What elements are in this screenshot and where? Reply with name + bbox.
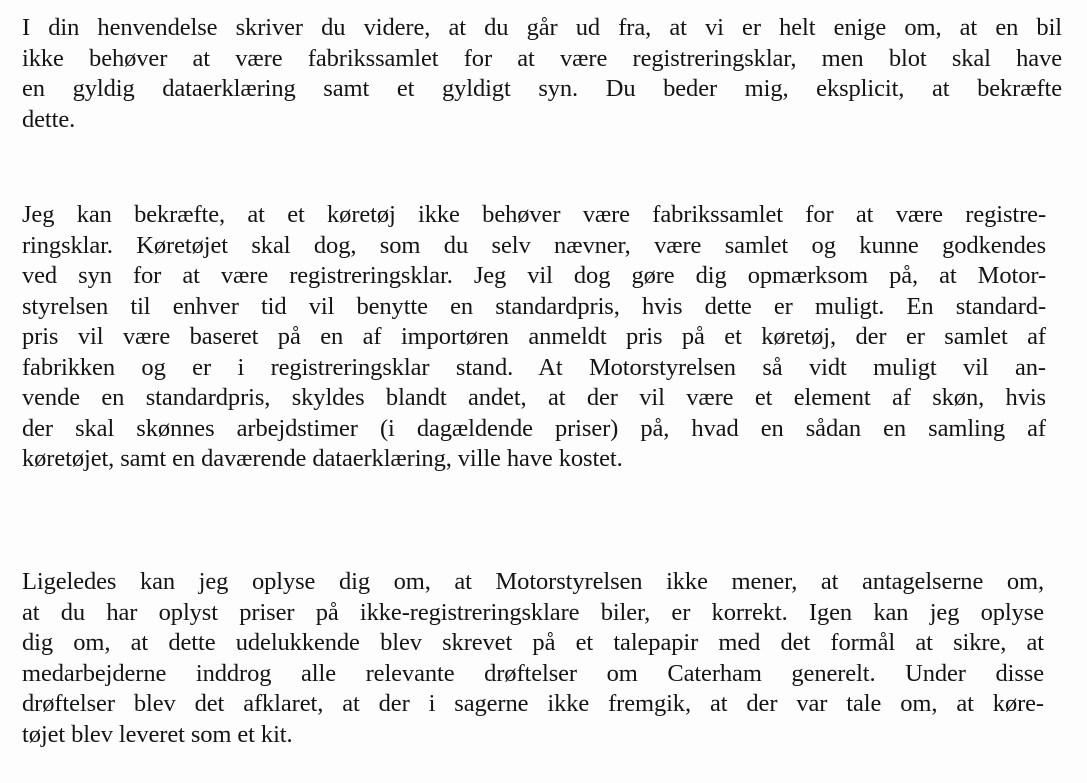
text-line: ved syn for at være registreringsklar. Jeg vil dog gøre dig opmærksom på, at Motor- — [22, 262, 1046, 289]
text-line: pris vil være baseret på en af importøren anmeldt pris på et køretøj, der er samlet af — [22, 323, 1046, 350]
text-line: fabrikken og er i registreringsklar stand. At Motorstyrelsen så vidt muligt vil an- — [22, 353, 1046, 381]
text-line: der skal skønnes arbejdstimer (i dagældende priser) på, hvad en sådan en samling af — [22, 414, 1046, 442]
text-line: I din henvendelse skriver du videre, at du går ud fra, at vi er helt enige om, at en bil — [22, 14, 1062, 41]
text-line: drøftelser blev det afklaret, at der i sagerne ikke fremgik, at der var tale om, at køre- — [22, 690, 1044, 717]
paragraph-confirmation-answer — [22, 200, 1046, 475]
text-line: ikke behøver at være fabrikssamlet for at være registreringsklar, men blot skal have — [22, 44, 1062, 72]
text-line: ringsklar. Køretøjet skal dog, som du selv nævner, være samlet og kunne godkendes — [22, 231, 1046, 259]
text-line: dig om, at dette udelukkende blev skrevet på et talepapir med det formål at sikre, at — [22, 629, 1044, 656]
text-line: en gyldig dataerklæring samt et gyldigt syn. Du beder mig, eksplicit, at bekræfte — [22, 75, 1062, 102]
text-line: at du har oplyst priser på ikke-registreringsklare biler, er korrekt. Igen kan jeg oplyse — [22, 598, 1044, 626]
text-line: styrelsen til enhver tid vil benytte en standardpris, hvis dette er muligt. En standard- — [22, 292, 1046, 320]
text-line: tøjet blev leveret som et kit. — [22, 720, 293, 748]
text-line: dette. — [22, 105, 76, 133]
paragraph-price-information — [22, 567, 1044, 750]
text-line: Jeg kan bekræfte, at et køretøj ikke behøver være fabrikssamlet for at være registre- — [22, 201, 1046, 228]
text-line: Ligeledes kan jeg oplyse dig om, at Motorstyrelsen ikke mener, at antagelserne om, — [22, 568, 1044, 595]
paragraph-confirmation-request — [22, 13, 1062, 135]
text-line: medarbejderne inddrog alle relevante drøftelser om Caterham generelt. Under disse — [22, 659, 1044, 687]
text-line: køretøjet, samt en daværende dataerklæring, ville have kostet. — [22, 445, 623, 472]
text-line: vende en standardpris, skyldes blandt andet, at der vil være et element af skøn, hvis — [22, 384, 1046, 411]
